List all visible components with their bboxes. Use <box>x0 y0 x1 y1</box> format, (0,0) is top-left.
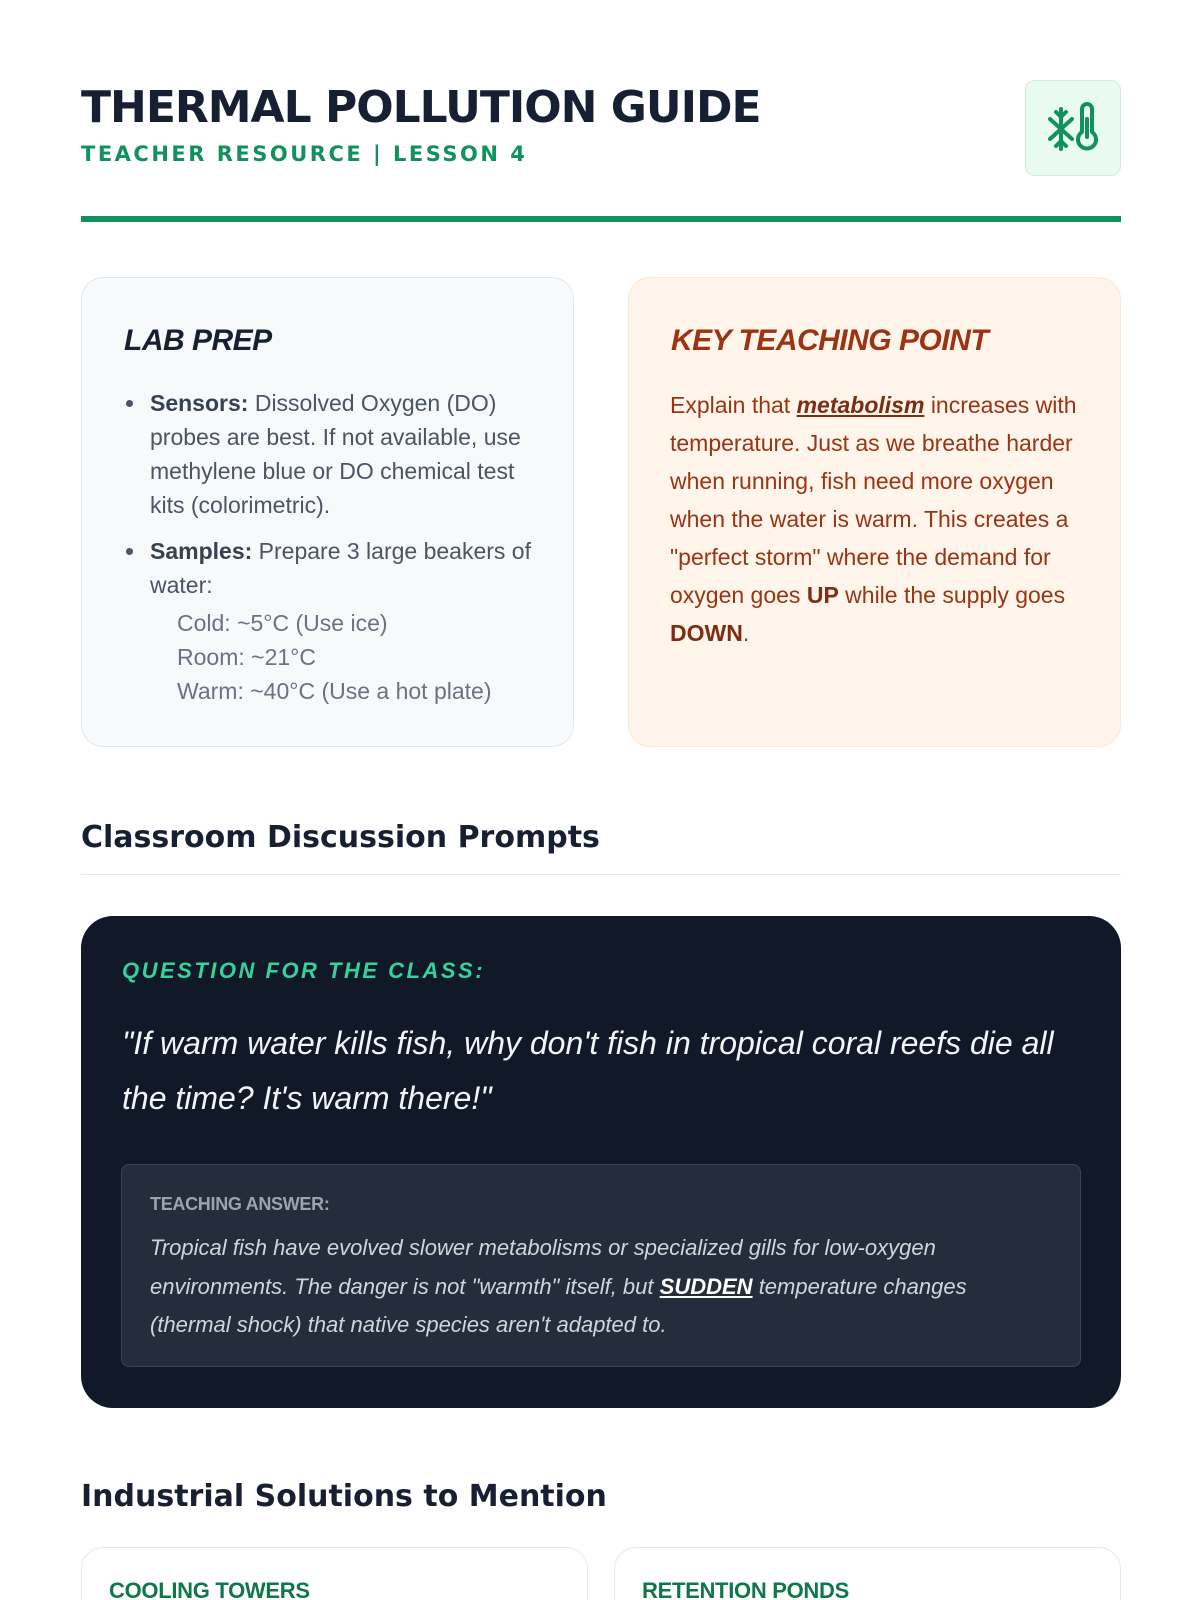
teaching-answer-box <box>121 1164 1081 1367</box>
list-item <box>124 386 544 522</box>
answer-text <box>150 1229 1050 1345</box>
lab-prep-title: LAB PREP <box>124 324 272 357</box>
key-teaching-point-card <box>628 277 1121 747</box>
key-point-text <box>670 386 1090 652</box>
key-point-text-part: Explain that <box>670 392 791 418</box>
section-divider <box>81 874 1121 875</box>
sudden-emphasis: SUDDEN <box>659 1273 753 1299</box>
page-header <box>81 80 1121 224</box>
solution-card-retention-ponds <box>614 1547 1121 1600</box>
key-point-title: KEY TEACHING POINT <box>671 324 989 357</box>
page-subtitle: TEACHER RESOURCE | LESSON 4 <box>81 142 528 166</box>
temperature-room: Room: ~21°C <box>177 644 316 670</box>
up-emphasis: UP <box>806 582 839 608</box>
temperature-cold: Cold: ~5°C (Use ice) <box>177 610 388 636</box>
item-text: Prepare 3 large beakers of water: <box>150 538 531 598</box>
item-label: Samples: <box>150 538 253 564</box>
discussion-heading: Classroom Discussion Prompts <box>81 820 600 855</box>
item-label: Sensors: <box>150 390 249 416</box>
lab-prep-card <box>81 277 574 747</box>
answer-text-part: Tropical fish have evolved slower metabolisms or specialized gills for low-oxygen environments. The danger is not "warmth" itself, but <box>150 1235 936 1299</box>
list-item <box>124 534 544 708</box>
key-point-text-part: increases with temperature. Just as we breathe harder when running, fish need more oxygen when the water is warm. This creates a "perfect storm" where the demand for oxygen goes <box>670 392 1077 608</box>
answer-text-part: temperature changes (thermal shock) that native species aren't adapted to. <box>150 1273 967 1337</box>
down-emphasis: DOWN <box>670 620 743 646</box>
solution-title: RETENTION PONDS <box>642 1578 849 1600</box>
page-title: THERMAL POLLUTION GUIDE <box>81 82 761 133</box>
solution-title: COOLING TOWERS <box>109 1578 310 1600</box>
item-text: Dissolved Oxygen (DO) probes are best. If not available, use methylene blue or DO chemical test kits (colorimetric). <box>150 390 521 518</box>
metabolism-term: metabolism <box>796 392 925 418</box>
key-point-text-part: . <box>742 620 750 646</box>
solutions-heading: Industrial Solutions to Mention <box>81 1479 607 1514</box>
header-divider <box>81 216 1121 222</box>
temperature-list <box>150 606 544 708</box>
discussion-panel <box>81 916 1121 1408</box>
question-label: QUESTION FOR THE CLASS: <box>122 958 486 983</box>
temperature-warm: Warm: ~40°C (Use a hot plate) <box>177 678 492 704</box>
key-point-text-part: while the supply goes <box>845 582 1066 608</box>
solution-card-cooling-towers <box>81 1547 588 1600</box>
thermometer-snowflake-icon <box>1025 80 1121 176</box>
class-question: "If warm water kills fish, why don't fish in tropical coral reefs die all the time? It's warm there!" <box>122 1025 1054 1116</box>
lab-prep-list <box>124 386 544 720</box>
answer-label: TEACHING ANSWER: <box>150 1194 330 1214</box>
